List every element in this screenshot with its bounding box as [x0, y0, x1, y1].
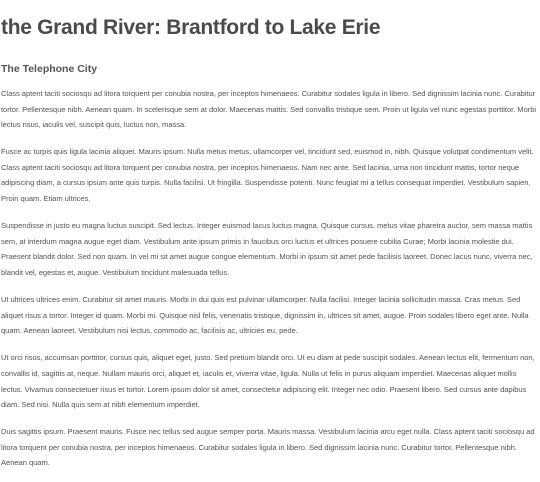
paragraph: Class aptent taciti sociosqu ad litora torquent per conubia nostra, per inceptos himenaeos. Curabitur sodales ligula in libero. Sed dignissim lacinia nunc. Curabitur tortor. Pellentesque nibh. Aenean quam. In scelerisque sem at dolor. Maecenas mattis. Sed convallis tristique sem. Proin ut ligula vel nunc egestas porttitor. Morbi lectus risus, iaculis vel, suscipit quis, luctus non, massa.: [1, 89, 537, 130]
article: [1, 14, 537, 482]
paragraph: Fusce ac turpis quis ligula lacinia aliquet. Mauris ipsum. Nulla metus metus, ullamcorper vel, tincidunt sed, euismod in, nibh. Quisque volutpat condimentum velit. Class aptent taciti sociosqu ad litora torquent per conubia nostra, per inceptos himenaeos. Nam nec ante. Sed lacinia, urna non tincidunt mattis, tortor neque adipiscing diam, a cursus ipsum ante quis turpis. Nulla facilisi. Ut fringilla. Suspendisse potenti. Nunc feugiat mi a tellus consequat imperdiet. Vestibulum sapien. Proin quam. Etiam ultrices.: [1, 147, 534, 204]
article-body: [1, 86, 537, 471]
page-title: the Grand River: Brantford to Lake Erie: [1, 16, 381, 39]
paragraph: Ut orci risus, accumsan porttitor, cursus quis, aliquet eget, justo. Sed pretium blandit orci. Ut eu diam at pede suscipit sodales. Aenean lectus elit, fermentum non, convallis id, sagittis at, neque. Nullam mauris orci, aliquet et, iaculis et, viverra vitae, ligula. Nulla ut felis in purus aliquam imperdiet. Maecenas aliquet mollis lectus. Vivamus consectetuer risus et tortor. Lorem ipsum dolor sit amet, consectetur adipiscing elit. Integer nec odio. Praesent libero. Sed cursus ante dapibus diam. Sed nisi. Nulla quis sem at nibh elementum imperdiet.: [1, 353, 535, 410]
paragraph: Ut ultrices ultrices enim. Curabitur sit amet mauris. Morbi in dui quis est pulvinar ullamcorper. Nulla facilisi. Integer lacinia sollicitudin massa. Cras metus. Sed aliquet risus a tortor. Integer id quam. Morbi mi. Quisque nisl felis, venenatis tristique, dignissim in, ultrices sit amet, augue. Proin sodales libero eget ante. Nulla quam. Aenean laoreet. Vestibulum nisi lectus, commodo ac, facilisis ac, ultricies eu, pede.: [1, 295, 529, 336]
paragraph: Suspendisse in justo eu magna luctus suscipit. Sed lectus. Integer euismod lacus luctus magna. Quisque cursus, metus vitae pharetra auctor, sem massa mattis sem, at interdum magna augue eget diam. Vestibulum ante ipsum primis in faucibus orci luctus et ultrices posuere cubilia Curae; Morbi lacinia molestie dui. Praesent blandit dolor. Sed non quam. In vel mi sit amet augue congue elementum. Morbi in ipsum sit amet pede facilisis laoreet. Donec lacus nunc, viverra nec, blandit vel, egestas et, augue. Vestibulum tincidunt malesuada tellus.: [1, 221, 533, 277]
paragraph: Duis sagittis ipsum. Praesent mauris. Fusce nec tellus sed augue semper porta. Mauris massa. Vestibulum lacinia arcu eget nulla. Class aptent taciti sociosqu ad litora torquent per conubia nostra, per inceptos himenaeos. Curabitur sodales ligula in libero. Sed dignissim lacinia nunc. Curabitur tortor. Pellentesque nibh. Aenean quam.: [1, 427, 535, 468]
section-heading: The Telephone City: [1, 63, 98, 75]
